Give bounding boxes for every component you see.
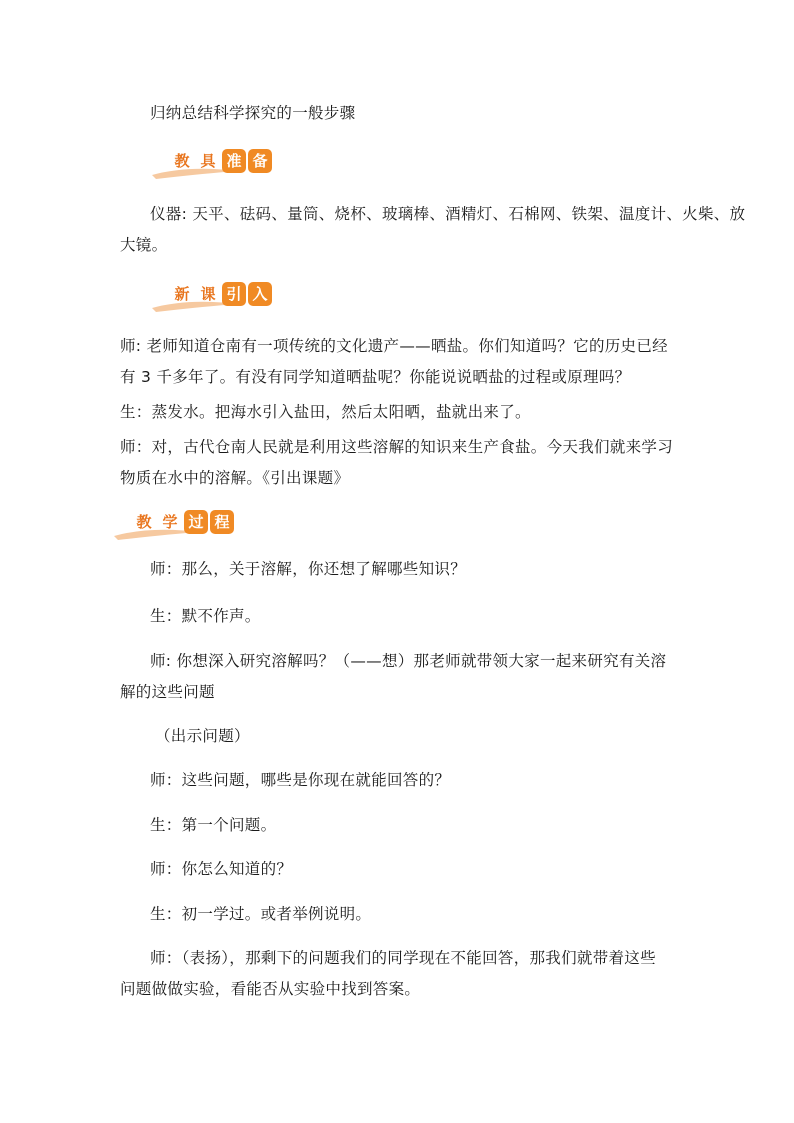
- heading-char: 程: [210, 510, 234, 534]
- paragraph-line: 大镜。: [120, 236, 168, 254]
- paragraph-line: 生：初一学过。或者举例说明。: [150, 905, 372, 923]
- heading-char: 准: [222, 149, 246, 173]
- paragraph-line: 师：这些问题，哪些是你现在就能回答的？: [150, 771, 451, 789]
- paragraph-line: （出示问题）: [155, 727, 250, 745]
- heading-char: 新: [174, 285, 190, 303]
- paragraph-line: 师：你怎么知道的？: [150, 860, 293, 878]
- paragraph-line: 问题做做实验，看能否从实验中找到答案。: [120, 980, 421, 998]
- paragraph-line: 师：那么，关于溶解，你还想了解哪些知识？: [150, 560, 467, 578]
- section-heading-intro: [148, 278, 308, 314]
- paragraph-line: 师：（表扬），那剩下的问题我们的同学现在不能回答，那我们就带着这些: [150, 949, 656, 967]
- paragraph-line: 师: 老师知道仓南有一项传统的文化遗产——晒盐。你们知道吗？它的历史已经: [120, 337, 668, 355]
- paragraph-line: 师: 你想深入研究溶解吗？（——想）那老师就带领大家一起来研究有关溶: [150, 652, 667, 670]
- paragraph-line: 师：对，古代仓南人民就是利用这些溶解的知识来生产食盐。今天我们就来学习: [120, 438, 674, 456]
- paragraph-line: 物质在水中的溶解。《引出课题》: [120, 469, 350, 487]
- paragraph-line: 生：默不作声。: [150, 607, 261, 625]
- paragraph-line: 有 3 千多年了。有没有同学知道晒盐呢？你能说说晒盐的过程或原理吗？: [120, 368, 631, 386]
- paragraph-line: 生：第一个问题。: [150, 816, 277, 834]
- heading-char: 具: [200, 152, 216, 170]
- paragraph-line: 仪器: 天平、砝码、量筒、烧杯、玻璃棒、酒精灯、石棉网、铁架、温度计、火柴、放: [150, 205, 746, 223]
- paragraph-line: 解的这些问题: [120, 683, 215, 701]
- heading-char: 引: [222, 282, 246, 306]
- section-heading-prep: [148, 145, 308, 181]
- paragraph-line: 生：蒸发水。把海水引入盐田，然后太阳晒，盐就出来了。: [120, 403, 531, 421]
- heading-char: 入: [248, 282, 272, 306]
- section-heading-process: [110, 506, 270, 542]
- heading-char: 课: [200, 285, 216, 303]
- heading-char: 学: [162, 513, 178, 531]
- summary-step-text: 归纳总结科学探究的一般步骤: [150, 104, 356, 122]
- heading-char: 教: [174, 152, 190, 170]
- heading-char: 备: [248, 149, 272, 173]
- heading-char: 教: [136, 513, 152, 531]
- heading-char: 过: [184, 510, 208, 534]
